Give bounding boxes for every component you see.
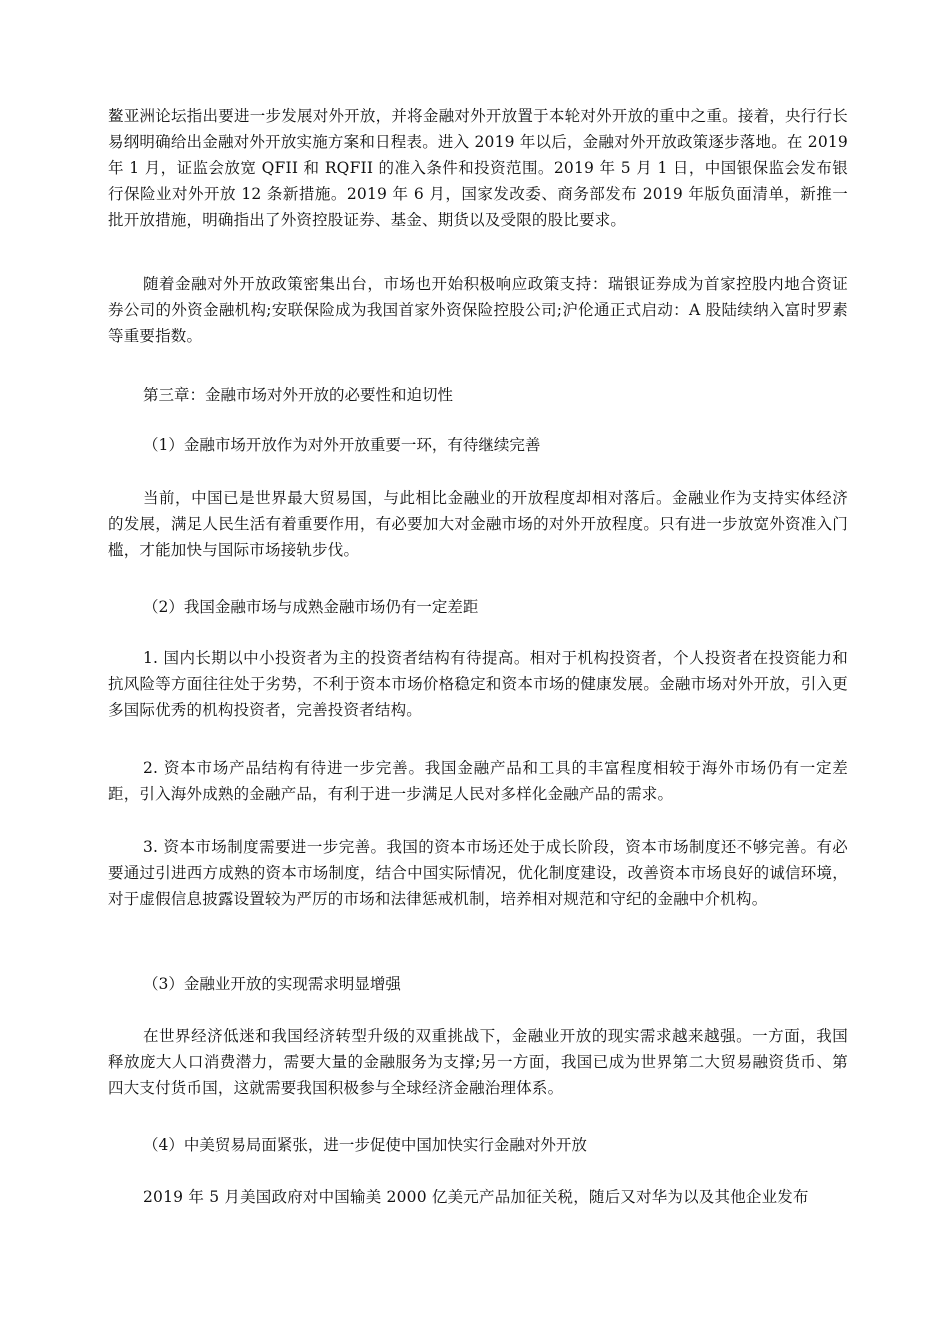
section-heading-2: （2）我国金融市场与成熟金融市场仍有一定差距: [143, 598, 479, 616]
section-heading-1: （1）金融市场开放作为对外开放重要一环，有待继续完善: [143, 436, 541, 454]
list-item-product-structure: 2. 资本市场产品结构有待进一步完善。我国金融产品和工具的丰富程度相较于海外市场仍有一定差距，引入海外成熟的金融产品，有利于进一步满足人民对多样化金融产品的需求。: [108, 759, 848, 803]
paragraph-trade-tension: 2019 年 5 月美国政府对中国输美 2000 亿美元产品加征关税，随后又对华为以及其他企业发布: [143, 1188, 809, 1206]
section-heading-3: （3）金融业开放的实现需求明显增强: [143, 975, 401, 993]
section-heading-4: （4）中美贸易局面紧张，进一步促使中国加快实行金融对外开放: [143, 1136, 587, 1154]
paragraph-financial-opening-policy: 鳌亚洲论坛指出要进一步发展对外开放，并将金融对外开放置于本轮对外开放的重中之重。接着，央行行长易纲明确给出金融对外开放实施方案和日程表。进入 2019 年以后，金融对外开放政策逐步落地。在 2019 年 1 月，证监会放宽 QFII 和 RQFII 的准入条件和投资范围。2019 年 5 月 1 日，中国银保监会发布银行保险业对外开放 12 条新措施。2019 年 6 月，国家发改委、商务部发布 2019 年版负面清单，新推一批开放措施，明确指出了外资控股证券、基金、期货以及受限的股比要求。: [108, 107, 848, 229]
list-item-investor-structure: 1. 国内长期以中小投资者为主的投资者结构有待提高。相对于机构投资者，个人投资者在投资能力和抗风险等方面往往处于劣势，不利于资本市场价格稳定和资本市场的健康发展。金融市场对外开放，引入更多国际优秀的机构投资者，完善投资者结构。: [108, 649, 848, 719]
paragraph-opening-demand: 在世界经济低迷和我国经济转型升级的双重挑战下，金融业开放的现实需求越来越强。一方面，我国释放庞大人口消费潜力，需要大量的金融服务为支撑;另一方面，我国已成为世界第二大贸易融资货币、第四大支付货币国，这就需要我国积极参与全球经济金融治理体系。: [108, 1027, 848, 1097]
chapter-heading: 第三章：金融市场对外开放的必要性和迫切性: [143, 386, 454, 404]
paragraph-market-response: 随着金融对外开放政策密集出台，市场也开始积极响应政策支持：瑞银证券成为首家控股内地合资证券公司的外资金融机构;安联保险成为我国首家外资保险控股公司;沪伦通正式启动：A 股陆续纳入富时罗素等重要指数。: [108, 275, 848, 345]
list-item-market-system: 3. 资本市场制度需要进一步完善。我国的资本市场还处于成长阶段，资本市场制度还不够完善。有必要通过引进西方成熟的资本市场制度，结合中国实际情况，优化制度建设，改善资本市场良好的诚信环境，对于虚假信息披露设置较为严厉的市场和法律惩戒机制，培养相对规范和守纪的金融中介机构。: [108, 838, 848, 908]
paragraph-current-situation: 当前，中国已是世界最大贸易国，与此相比金融业的开放程度却相对落后。金融业作为支持实体经济的发展，满足人民生活有着重要作用，有必要加大对金融市场的对外开放程度。只有进一步放宽外资准入门槛，才能加快与国际市场接轨步伐。: [108, 489, 848, 559]
